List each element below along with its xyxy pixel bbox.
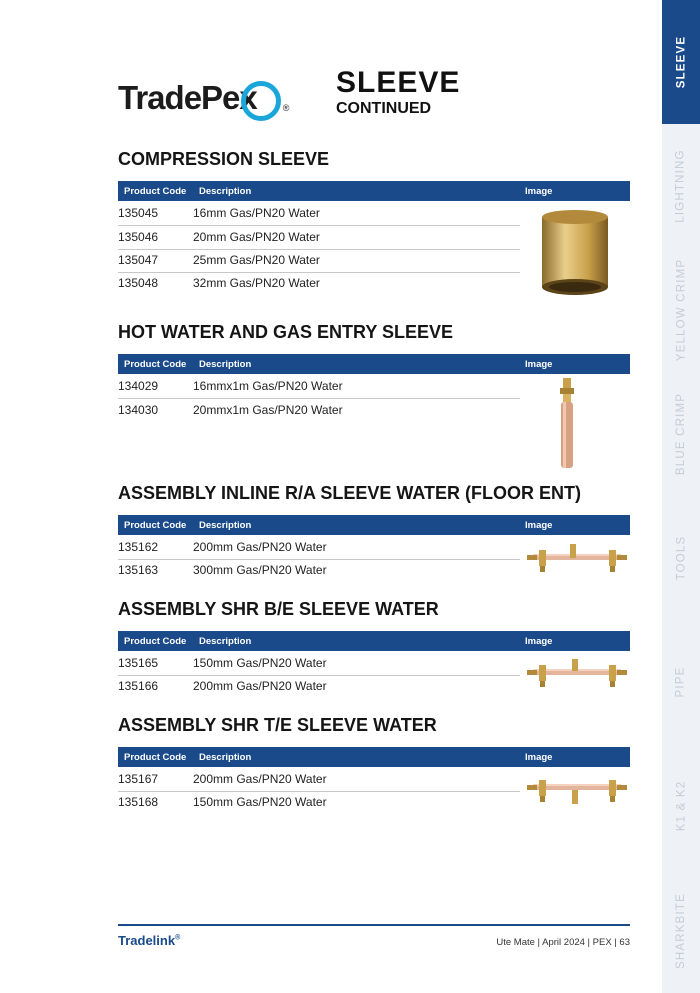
product-code: 134029 bbox=[118, 379, 159, 393]
table-row bbox=[118, 768, 520, 792]
tab-k1-k2[interactable]: K1 & K2 bbox=[662, 744, 700, 868]
product-code: 135167 bbox=[118, 772, 159, 786]
header-product-code: Product Code bbox=[124, 520, 187, 531]
tab-tools[interactable]: TOOLS bbox=[662, 496, 700, 620]
tab-sharkbite[interactable]: SHARKBITE bbox=[662, 868, 700, 993]
table-row bbox=[118, 675, 520, 698]
table-header bbox=[118, 631, 630, 651]
header-description: Description bbox=[199, 186, 252, 197]
table-header bbox=[118, 181, 630, 201]
logo-text: TradePex bbox=[118, 79, 257, 116]
section-title-assembly-shr-be: ASSEMBLY SHR B/E SLEEVE WATER bbox=[118, 599, 439, 619]
table-header bbox=[118, 354, 630, 374]
header-description: Description bbox=[199, 636, 252, 647]
product-code: 135168 bbox=[118, 795, 159, 809]
table-row bbox=[118, 559, 520, 582]
product-description: 20mm Gas/PN20 Water bbox=[193, 230, 320, 244]
product-description: 16mm Gas/PN20 Water bbox=[193, 206, 320, 220]
table-row bbox=[118, 652, 520, 676]
table-row bbox=[118, 249, 520, 273]
logo-registered-mark: ® bbox=[282, 103, 290, 113]
header-product-code: Product Code bbox=[124, 752, 187, 763]
header-description: Description bbox=[199, 359, 252, 370]
product-code: 135046 bbox=[118, 230, 159, 244]
header-image: Image bbox=[525, 636, 553, 647]
product-description: 300mm Gas/PN20 Water bbox=[193, 563, 327, 577]
product-description: 150mm Gas/PN20 Water bbox=[193, 656, 327, 670]
table-header bbox=[118, 747, 630, 767]
section-title-hot-water-gas-entry-sleeve: HOT WATER AND GAS ENTRY SLEEVE bbox=[118, 322, 454, 342]
header-image: Image bbox=[525, 359, 553, 370]
product-code: 135165 bbox=[118, 656, 159, 670]
header-product-code: Product Code bbox=[124, 359, 187, 370]
product-description: 32mm Gas/PN20 Water bbox=[193, 276, 320, 290]
entry-sleeve-image bbox=[557, 376, 577, 472]
section-title-assembly-inline-ra: ASSEMBLY INLINE R/A SLEEVE WATER (FLOOR ENT) bbox=[118, 483, 582, 503]
section-title-compression-sleeve: COMPRESSION SLEEVE bbox=[118, 149, 330, 169]
table-row bbox=[118, 791, 520, 814]
product-code: 135166 bbox=[118, 679, 159, 693]
footer-page-info: Ute Mate | April 2024 | PEX | 63 bbox=[496, 937, 630, 948]
product-description: 150mm Gas/PN20 Water bbox=[193, 795, 327, 809]
page-subtitle: CONTINUED bbox=[336, 100, 432, 117]
table-row bbox=[118, 399, 520, 422]
table-row bbox=[118, 272, 520, 295]
footer-brand bbox=[118, 933, 180, 948]
header-description: Description bbox=[199, 752, 252, 763]
product-code: 135045 bbox=[118, 206, 159, 220]
table-row bbox=[118, 375, 520, 399]
product-code: 135163 bbox=[118, 563, 159, 577]
assembly-shr-te-image bbox=[525, 772, 629, 808]
product-code: 135047 bbox=[118, 253, 159, 267]
table-row bbox=[118, 226, 520, 250]
section-title-assembly-shr-te: ASSEMBLY SHR T/E SLEEVE WATER bbox=[118, 715, 437, 735]
product-description: 16mmx1m Gas/PN20 Water bbox=[193, 379, 343, 393]
product-code: 135048 bbox=[118, 276, 159, 290]
logo-ring-icon bbox=[241, 81, 281, 121]
tab-lightning[interactable]: LIGHTNING bbox=[662, 124, 700, 248]
header-image: Image bbox=[525, 752, 553, 763]
compression-sleeve-image bbox=[538, 207, 614, 299]
page-title: SLEEVE bbox=[336, 66, 461, 99]
footer-divider bbox=[118, 924, 630, 926]
tab-sleeve[interactable]: SLEEVE bbox=[662, 0, 700, 124]
header-image: Image bbox=[525, 186, 553, 197]
product-code: 135162 bbox=[118, 540, 159, 554]
table-row bbox=[118, 202, 520, 226]
table-row bbox=[118, 536, 520, 560]
tab-blue-crimp[interactable]: BLUE CRIMP bbox=[662, 372, 700, 496]
footer-brand-name: Tradelink bbox=[118, 933, 176, 948]
header-description: Description bbox=[199, 520, 252, 531]
tab-pipe[interactable]: PIPE bbox=[662, 620, 700, 744]
product-description: 25mm Gas/PN20 Water bbox=[193, 253, 320, 267]
header-image: Image bbox=[525, 520, 553, 531]
table-header bbox=[118, 515, 630, 535]
footer-brand-mark: ® bbox=[175, 934, 181, 942]
product-description: 200mm Gas/PN20 Water bbox=[193, 540, 327, 554]
assembly-inline-image bbox=[525, 540, 629, 576]
product-description: 200mm Gas/PN20 Water bbox=[193, 772, 327, 786]
product-description: 20mmx1m Gas/PN20 Water bbox=[193, 403, 343, 417]
header-product-code: Product Code bbox=[124, 186, 187, 197]
tab-yellow-crimp[interactable]: YELLOW CRIMP bbox=[662, 248, 700, 372]
category-sidebar bbox=[662, 0, 700, 993]
tradepex-logo bbox=[118, 72, 289, 124]
assembly-shr-be-image bbox=[525, 655, 629, 691]
header-product-code: Product Code bbox=[124, 636, 187, 647]
product-description: 200mm Gas/PN20 Water bbox=[193, 679, 327, 693]
product-code: 134030 bbox=[118, 403, 159, 417]
